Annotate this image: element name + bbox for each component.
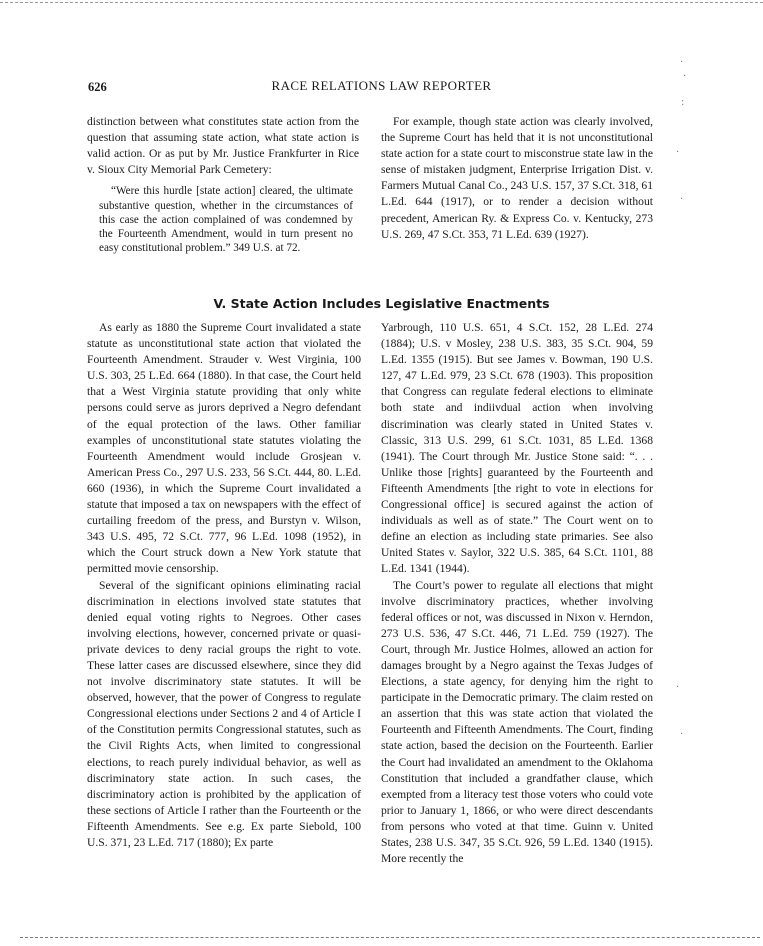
top-left-column — [87, 114, 359, 255]
paragraph: Several of the significant opinions eliminating racial discrimination in elections involved state statutes that denied equal voting rights to Negroes. Other cases involving elections, however, concerned private or quasi-private devices to deny racial groups the right to vote. These latter cases are discussed elsewhere, since they did not involve discriminatory state statutes. It will be observed, however, that the power of Congress to regulate Congressional elections under Sections 2 and 4 of Article I of the Constitution permits Congressional statutes, such as the Civil Rights Acts, when limited to congressional elections, to reach purely individual behavior, as well as discriminatory state action. In such cases, the discriminatory action is prohibited by the application of these sections of Article I rather than the Fourteenth or the Fifteenth Amendments. See e.g. Ex parte Siebold, 100 U.S. 371, 23 L.Ed. 717 (1880); Ex parte — [87, 578, 361, 849]
paragraph: distinction between what constitutes state action from the question that assuming state action, what state action is valid action. Or as put by Mr. Justice Frankfurter in Rice v. Sioux City Memorial Park Cemetery: — [87, 115, 359, 177]
paragraph: Yarbrough, 110 U.S. 651, 4 S.Ct. 152, 28 L.Ed. 274 (1884); U.S. v Mosley, 238 U.S. 383, 35 S.Ct. 904, 59 L.Ed. 1355 (1915). But see James v. Bowman, 190 U.S. 127, 47 L.Ed. 979, 23 S.Ct. 678 (1903). This proposition that Congress can regulate federal elections to eliminate both state and indiivdual action when involving discrimination was clearly stated in United States v. Classic, 313 U.S. 299, 61 S.Ct. 1031, 85 L.Ed. 1368 (1941). The Court through Mr. Justice Stone said: “. . . Unlike those [rights] guaranteed by the Fourteenth and Fifteenth Amendments [the right to vote in elections for Congressional office] is secured against the action of individuals as well as of state.” The Court went on to define an election as including state primaries. See also United States v. Saylor, 322 U.S. 385, 64 S.Ct. 1101, 88 L.Ed. 1341 (1944). — [381, 321, 653, 576]
top-right-column — [381, 114, 653, 243]
page-number: 626 — [88, 80, 107, 94]
scan-speck: · — [680, 194, 684, 205]
scan-speck: · — [680, 729, 684, 740]
scan-speck: · — [676, 147, 680, 158]
bottom-right-column — [381, 320, 653, 867]
block-quote: “Were this hurdle [state action] cleared, the ultimate substantive question, whether in the circumstances of this case the action complained of was condemned by the Fourteenth Amendment, would in turn present no easy constitutional problem.” 349 U.S. at 72. — [99, 185, 353, 255]
scan-speck: · — [683, 71, 687, 82]
paragraph: For example, though state action was clearly involved, the Supreme Court has held that it is not unconstitutional state action for a state court to misconstrue state law in the sense of mistaken judgment, Enterprise Irrigation Dist. v. Farmers Mutual Canal Co., 243 U.S. 157, 37 S.Ct. 318, 61 L.Ed. 644 (1917), or to render a decision without precedent, American Ry. & Express Co. v. Kentucky, 273 U.S. 269, 47 S.Ct. 353, 71 L.Ed. 639 (1927). — [381, 115, 653, 241]
paragraph: The Court’s power to regulate all elections that might involve discriminatory practices, whether involving federal offices or not, was discussed in Nixon v. Herndon, 273 U.S. 536, 47 S.Ct. 446, 71 L.Ed. 759 (1927). The Court, through Mr. Justice Holmes, allowed an action for damages brought by a Negro against the Texas Judges of Elections, a state agency, for denying him the right to participate in the Democratic primary. The claim rested on an assertion that this was state action that violated the Fourteenth and Fifteenth Amendments. The Court, finding state action, based the decision on the Fourteenth. Earlier the Court had invalidated an amendment to the Oklahoma Constitution that included a grandfather clause, which exempted from a literacy test those voters who could vote prior to January 1, 1866, or who were direct descendants from persons who voted at that time. Guinn v. United States, 238 U.S. 347, 35 S.Ct. 926, 59 L.Ed. 1340 (1915). More recently the — [381, 578, 653, 866]
section-heading: V. State Action Includes Legislative Enactments — [213, 296, 550, 311]
scan-speck: · — [680, 57, 684, 68]
running-head: RACE RELATIONS LAW REPORTER — [271, 78, 492, 93]
scan-speck: : — [681, 97, 685, 108]
bottom-left-column — [87, 320, 361, 851]
paragraph: As early as 1880 the Supreme Court invalidated a state statute as unconstitutional state action that violated the Fourteenth Amendment. Strauder v. West Virginia, 100 U.S. 303, 25 L.Ed. 664 (1880). In that case, the Court held that a West Virginia statute providing that only white persons could serve as jurors deprived a Negro defendant of the equal protection of the laws. Other familiar examples of unconstitutional state statutes violating the Fourteenth Amendment would include Grosjean v. American Press Co., 297 U.S. 233, 56 S.Ct. 444, 80. L.Ed. 660 (1936), in which the Supreme Court invalidated a statute that imposed a tax on newspapers with the effect of curtailing freedom of the press, and Burstyn v. Wilson, 343 U.S. 495, 72 S.Ct. 777, 96 L.Ed. 1098 (1952), in which the Court struck down a New York statute that permitted movie censorship. — [87, 321, 361, 576]
scan-edge-bottom — [20, 937, 760, 938]
scan-edge-top — [0, 2, 763, 3]
scan-speck: · — [676, 682, 680, 693]
